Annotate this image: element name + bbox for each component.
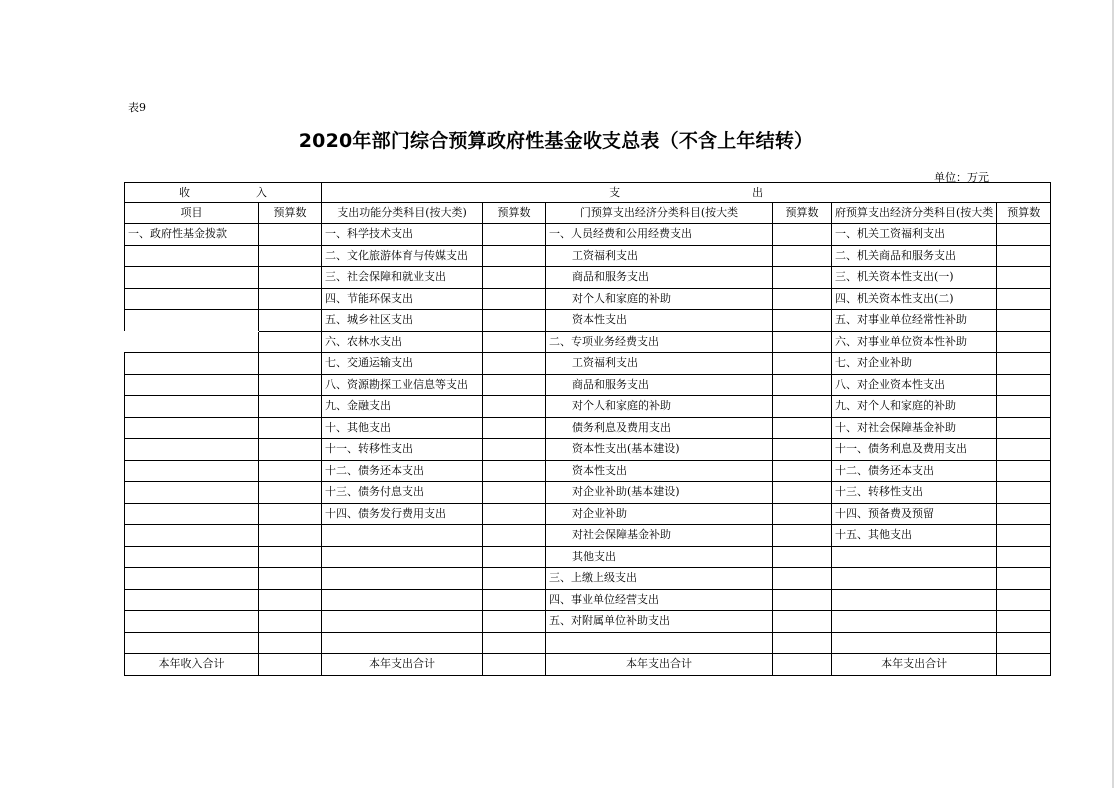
- income-budget-cell: [259, 589, 322, 611]
- func-item-cell: 十三、债务付息支出: [322, 482, 483, 504]
- func-item-cell: 十、其他支出: [322, 417, 483, 439]
- income-header: 收 入: [125, 183, 322, 203]
- table-row: [125, 632, 1051, 654]
- gov-econ-item-cell: [832, 611, 997, 633]
- dept-econ-budget-cell: [773, 589, 832, 611]
- dept-econ-budget-cell: [773, 288, 832, 310]
- dept-econ-item-cell: 债务利息及费用支出: [546, 417, 773, 439]
- gov-econ-budget-cell: [997, 525, 1051, 547]
- budget-table: [124, 182, 1051, 676]
- gov-econ-item-cell: 二、机关商品和服务支出: [832, 245, 997, 267]
- func-budget-cell: [483, 589, 546, 611]
- dept-econ-item-cell: 商品和服务支出: [546, 374, 773, 396]
- gov-econ-budget-cell: [997, 568, 1051, 590]
- col-budget: 预算数: [997, 203, 1051, 224]
- gov-econ-item-cell: 五、对事业单位经常性补助: [832, 310, 997, 332]
- gov-econ-item-cell: 八、对企业资本性支出: [832, 374, 997, 396]
- table-row: [125, 417, 1051, 439]
- func-item-cell: 九、金融支出: [322, 396, 483, 418]
- dept-econ-item-cell: 对企业补助: [546, 503, 773, 525]
- income-item-cell: [125, 546, 259, 568]
- func-item-cell: [322, 611, 483, 633]
- gov-econ-budget-cell: [997, 224, 1051, 246]
- header-row-2: [125, 203, 1051, 224]
- func-budget-cell: [483, 288, 546, 310]
- dept-econ-item-cell: 三、上缴上级支出: [546, 568, 773, 590]
- gov-econ-budget-cell: [997, 353, 1051, 375]
- table-row: [125, 546, 1051, 568]
- func-item-cell: 十一、转移性支出: [322, 439, 483, 461]
- income-budget-cell: [259, 546, 322, 568]
- func-item-cell: [322, 589, 483, 611]
- dept-econ-item-cell: 其他支出: [546, 546, 773, 568]
- dept-econ-item-cell: 资本性支出: [546, 460, 773, 482]
- col-item: 项目: [125, 203, 259, 224]
- dept-econ-item-cell: 对个人和家庭的补助: [546, 396, 773, 418]
- unit-label: 单位：万元: [934, 171, 989, 184]
- income-budget-cell: [259, 482, 322, 504]
- func-budget-cell: [483, 267, 546, 289]
- col-budget: 预算数: [483, 203, 546, 224]
- gov-econ-item-cell: 七、对企业补助: [832, 353, 997, 375]
- dept-econ-item-cell: 二、专项业务经费支出: [546, 331, 773, 353]
- gov-econ-budget-cell: [997, 374, 1051, 396]
- income-item-cell: [125, 568, 259, 590]
- income-budget-cell: [259, 568, 322, 590]
- func-budget-cell: [483, 353, 546, 375]
- func-item-cell: 八、资源勘探工业信息等支出: [322, 374, 483, 396]
- func-item-cell: 七、交通运输支出: [322, 353, 483, 375]
- func-item-cell: 一、科学技术支出: [322, 224, 483, 246]
- table-number: 表9: [128, 101, 146, 114]
- func-budget-cell: [483, 417, 546, 439]
- income-budget-cell: [259, 417, 322, 439]
- func-budget-cell: [483, 374, 546, 396]
- func-budget-cell: [483, 396, 546, 418]
- dept-econ-item-cell: 商品和服务支出: [546, 267, 773, 289]
- gov-econ-item-cell: [832, 632, 997, 654]
- income-item-cell: [125, 353, 259, 375]
- func-budget-cell: [483, 482, 546, 504]
- dept-econ-item-cell: 一、人员经费和公用经费支出: [546, 224, 773, 246]
- table-row: [125, 288, 1051, 310]
- income-total: 本年收入合计: [125, 654, 259, 676]
- gov-econ-budget-cell: [997, 589, 1051, 611]
- income-budget-cell: [259, 245, 322, 267]
- gov-econ-budget-cell: [997, 310, 1051, 332]
- func-budget-cell: [483, 310, 546, 332]
- dept-econ-budget-cell: [773, 439, 832, 461]
- income-item-cell: [125, 611, 259, 633]
- func-total-value: [483, 654, 546, 676]
- dept-econ-budget-cell: [773, 353, 832, 375]
- func-item-cell: 四、节能环保支出: [322, 288, 483, 310]
- income-item-cell: [125, 417, 259, 439]
- page-edge-line: [1112, 0, 1114, 788]
- income-budget-cell: [259, 460, 322, 482]
- func-budget-cell: [483, 546, 546, 568]
- gov-econ-item-cell: [832, 568, 997, 590]
- func-item-cell: 三、社会保障和就业支出: [322, 267, 483, 289]
- income-budget-cell: [259, 353, 322, 375]
- dept-econ-item-cell: 对社会保障基金补助: [546, 525, 773, 547]
- gov-econ-item-cell: 十四、预备费及预留: [832, 503, 997, 525]
- col-budget: 预算数: [259, 203, 322, 224]
- func-budget-cell: [483, 525, 546, 547]
- gov-econ-budget-cell: [997, 288, 1051, 310]
- table-row: [125, 482, 1051, 504]
- dept-econ-budget-cell: [773, 525, 832, 547]
- func-total: 本年支出合计: [322, 654, 483, 676]
- func-item-cell: [322, 546, 483, 568]
- dept-econ-item-cell: 工资福利支出: [546, 353, 773, 375]
- func-item-cell: 五、城乡社区支出: [322, 310, 483, 332]
- gov-econ-item-cell: [832, 546, 997, 568]
- income-item-cell: [125, 482, 259, 504]
- table-row: [125, 331, 1051, 353]
- gov-econ-item-cell: 十三、转移性支出: [832, 482, 997, 504]
- dept-econ-total: 本年支出合计: [546, 654, 773, 676]
- dept-econ-budget-cell: [773, 503, 832, 525]
- income-budget-cell: [259, 310, 322, 332]
- func-item-cell: [322, 632, 483, 654]
- gov-econ-budget-cell: [997, 417, 1051, 439]
- func-budget-cell: [483, 460, 546, 482]
- table-row: [125, 245, 1051, 267]
- dept-econ-budget-cell: [773, 611, 832, 633]
- func-item-cell: 十二、债务还本支出: [322, 460, 483, 482]
- income-item-cell: [125, 288, 259, 310]
- gov-econ-budget-cell: [997, 503, 1051, 525]
- expense-header: 支 出: [322, 183, 1051, 203]
- income-item-cell: [125, 460, 259, 482]
- income-item-cell: [125, 589, 259, 611]
- table-row: [125, 267, 1051, 289]
- dept-econ-budget-cell: [773, 245, 832, 267]
- gov-econ-budget-cell: [997, 267, 1051, 289]
- func-budget-cell: [483, 503, 546, 525]
- header-row-1: [125, 183, 1051, 203]
- func-budget-cell: [483, 611, 546, 633]
- income-budget-cell: [259, 632, 322, 654]
- income-budget-cell: [259, 374, 322, 396]
- table-row: [125, 460, 1051, 482]
- dept-econ-budget-cell: [773, 417, 832, 439]
- gov-econ-item-cell: 四、机关资本性支出(二): [832, 288, 997, 310]
- dept-econ-item-cell: 四、事业单位经营支出: [546, 589, 773, 611]
- dept-econ-budget-cell: [773, 460, 832, 482]
- col-func: 支出功能分类科目(按大类): [322, 203, 483, 224]
- dept-econ-budget-cell: [773, 546, 832, 568]
- gov-econ-budget-cell: [997, 632, 1051, 654]
- income-budget-cell: [259, 331, 322, 353]
- income-item-cell: [125, 439, 259, 461]
- dept-econ-budget-cell: [773, 482, 832, 504]
- func-budget-cell: [483, 439, 546, 461]
- func-item-cell: [322, 525, 483, 547]
- dept-econ-budget-cell: [773, 331, 832, 353]
- income-item-cell: [125, 503, 259, 525]
- income-item-cell: [125, 525, 259, 547]
- income-item-cell: [125, 245, 259, 267]
- gov-econ-item-cell: 十一、债务利息及费用支出: [832, 439, 997, 461]
- table-row: [125, 525, 1051, 547]
- gov-econ-item-cell: 三、机关资本性支出(一): [832, 267, 997, 289]
- dept-econ-item-cell: 五、对附属单位补助支出: [546, 611, 773, 633]
- col-gov-econ: 府预算支出经济分类科目(按大类: [832, 203, 997, 224]
- gov-econ-item-cell: 六、对事业单位资本性补助: [832, 331, 997, 353]
- dept-econ-budget-cell: [773, 310, 832, 332]
- income-budget-cell: [259, 288, 322, 310]
- func-budget-cell: [483, 568, 546, 590]
- income-item-cell: [125, 331, 259, 353]
- dept-econ-budget-cell: [773, 224, 832, 246]
- gov-econ-total: 本年支出合计: [832, 654, 997, 676]
- gov-econ-budget-cell: [997, 611, 1051, 633]
- gov-econ-item-cell: 十五、其他支出: [832, 525, 997, 547]
- table-body: [125, 224, 1051, 654]
- gov-econ-item-cell: 十、对社会保障基金补助: [832, 417, 997, 439]
- table-row: [125, 589, 1051, 611]
- gov-econ-item-cell: 一、机关工资福利支出: [832, 224, 997, 246]
- func-item-cell: 十四、债务发行费用支出: [322, 503, 483, 525]
- income-budget-cell: [259, 267, 322, 289]
- table-row: [125, 310, 1051, 332]
- gov-econ-budget-cell: [997, 482, 1051, 504]
- totals-row: [125, 654, 1051, 676]
- gov-econ-budget-cell: [997, 546, 1051, 568]
- page-title: 2020年部门综合预算政府性基金收支总表（不含上年结转）: [298, 130, 814, 152]
- table-row: [125, 568, 1051, 590]
- gov-econ-item-cell: 九、对个人和家庭的补助: [832, 396, 997, 418]
- dept-econ-budget-cell: [773, 396, 832, 418]
- dept-econ-item-cell: 工资福利支出: [546, 245, 773, 267]
- income-item-cell: [125, 267, 259, 289]
- table-row: [125, 353, 1051, 375]
- func-budget-cell: [483, 224, 546, 246]
- func-item-cell: 二、文化旅游体育与传媒支出: [322, 245, 483, 267]
- dept-econ-budget-cell: [773, 267, 832, 289]
- income-item-cell: [125, 374, 259, 396]
- gov-econ-budget-cell: [997, 331, 1051, 353]
- gov-econ-item-cell: 十二、债务还本支出: [832, 460, 997, 482]
- table-row: [125, 224, 1051, 246]
- table-row: [125, 611, 1051, 633]
- gov-econ-budget-cell: [997, 396, 1051, 418]
- dept-econ-item-cell: 对个人和家庭的补助: [546, 288, 773, 310]
- gov-econ-budget-cell: [997, 245, 1051, 267]
- income-item-cell: 一、政府性基金拨款: [125, 224, 259, 246]
- gov-econ-budget-cell: [997, 460, 1051, 482]
- income-item-cell: [125, 632, 259, 654]
- gov-econ-item-cell: [832, 589, 997, 611]
- dept-econ-item-cell: 资本性支出: [546, 310, 773, 332]
- income-item-cell: [125, 310, 259, 332]
- income-budget-cell: [259, 396, 322, 418]
- col-dept-econ: 门预算支出经济分类科目(按大类: [546, 203, 773, 224]
- func-item-cell: [322, 568, 483, 590]
- table-row: [125, 439, 1051, 461]
- income-budget-cell: [259, 224, 322, 246]
- dept-econ-budget-cell: [773, 632, 832, 654]
- dept-econ-item-cell: 资本性支出(基本建设): [546, 439, 773, 461]
- gov-econ-total-value: [997, 654, 1051, 676]
- table-row: [125, 396, 1051, 418]
- dept-econ-budget-cell: [773, 568, 832, 590]
- income-item-cell: [125, 396, 259, 418]
- dept-econ-item-cell: [546, 632, 773, 654]
- gov-econ-budget-cell: [997, 439, 1051, 461]
- table-row: [125, 503, 1051, 525]
- income-total-value: [259, 654, 322, 676]
- income-budget-cell: [259, 611, 322, 633]
- func-item-cell: 六、农林水支出: [322, 331, 483, 353]
- dept-econ-item-cell: 对企业补助(基本建设): [546, 482, 773, 504]
- table-row: [125, 374, 1051, 396]
- func-budget-cell: [483, 331, 546, 353]
- func-budget-cell: [483, 632, 546, 654]
- income-budget-cell: [259, 439, 322, 461]
- func-budget-cell: [483, 245, 546, 267]
- dept-econ-total-value: [773, 654, 832, 676]
- col-budget: 预算数: [773, 203, 832, 224]
- income-budget-cell: [259, 503, 322, 525]
- income-budget-cell: [259, 525, 322, 547]
- dept-econ-budget-cell: [773, 374, 832, 396]
